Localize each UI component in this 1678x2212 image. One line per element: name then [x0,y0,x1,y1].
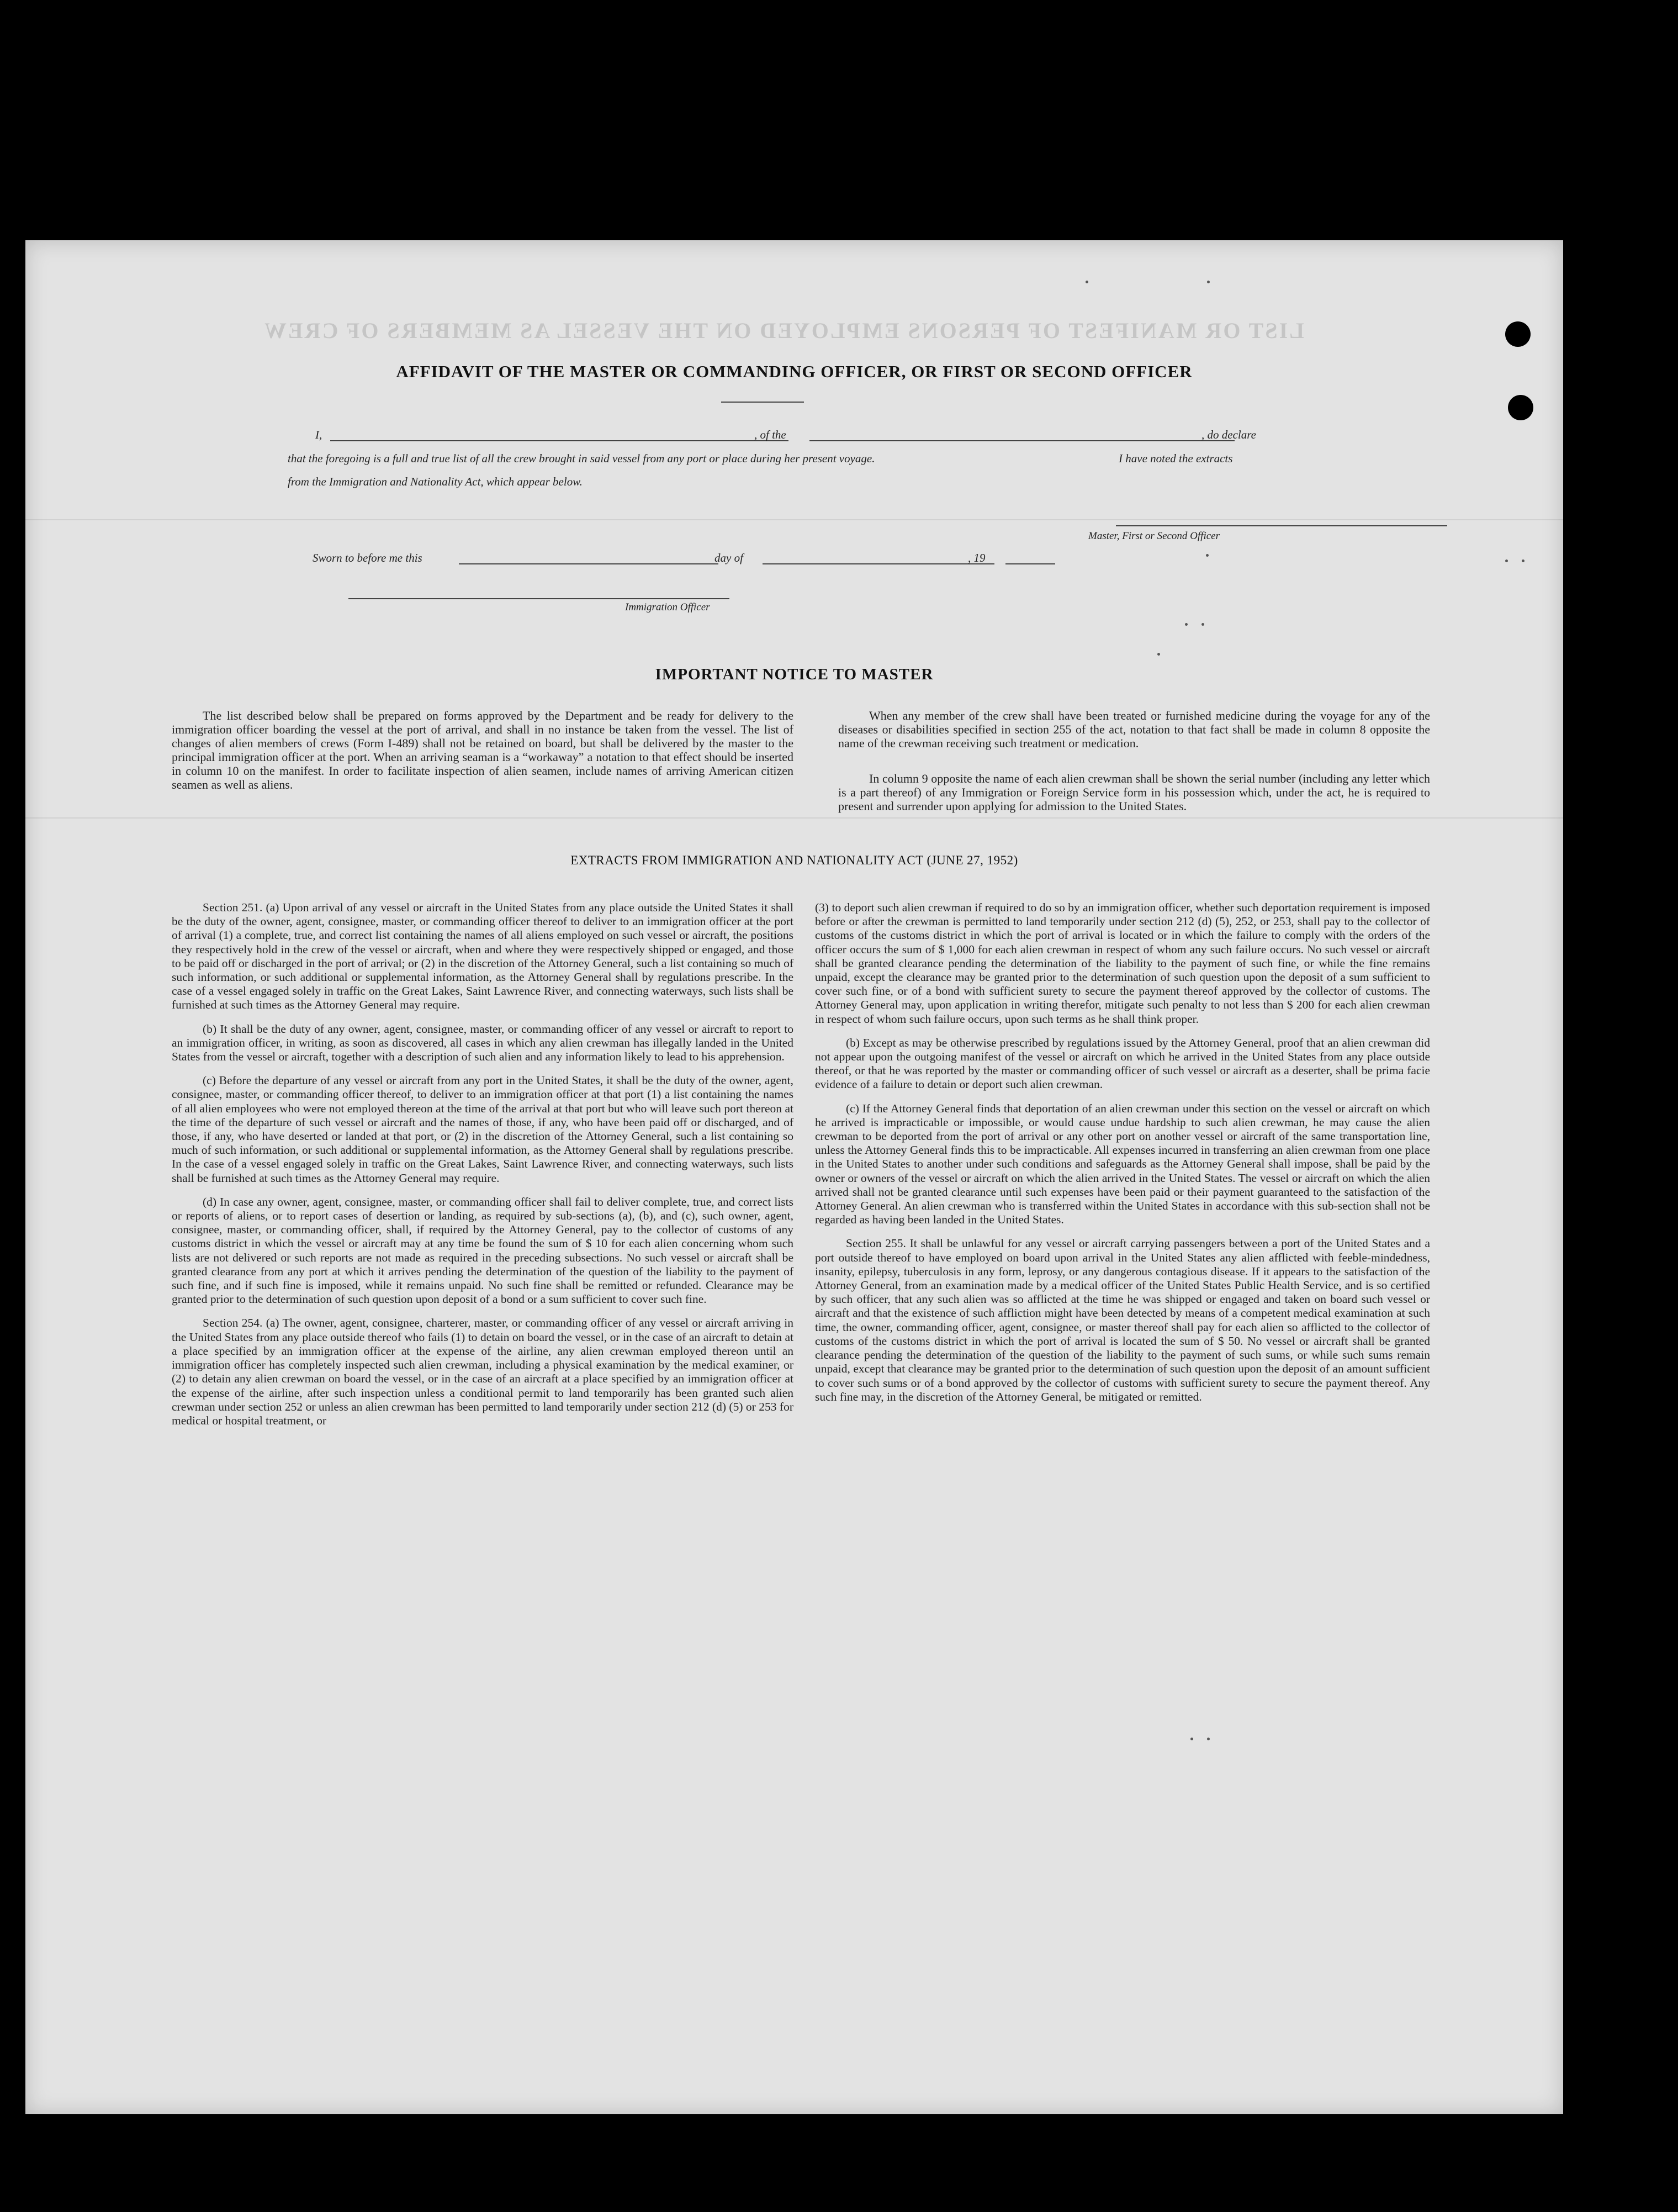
immigration-officer-caption: Immigration Officer [625,601,710,613]
affidavit-title: AFFIDAVIT OF THE MASTER OR COMMANDING OFFICER, OR FIRST OR SECOND OFFICER [396,362,1193,381]
notice-right-paragraph-1: When any member of the crew shall have been treated or furnished medicine during the voyage for any of the diseases or disabilities specified in section 255 of the act, notation to that fact shall be made in column 8 opposite the name of the crewman receiving such treatment or medication. [838,709,1430,750]
affidavit-line-3: from the Immigration and Nationality Act, which appear below. [288,475,583,488]
sworn-label: Sworn to before me this [313,551,422,564]
scan-speck [1190,1738,1193,1740]
of-the-label: , of the [754,428,786,441]
section-254-b: (b) Except as may be otherwise prescribed by regulations issued by the Attorney General, proof that an alien crewman did not appear upon the outgoing manifest of the vessel or aircraft on which he arrived in the United States from any place outside thereof, or that he was reported by the master or commanding officer of such vessel or aircraft as a deserter, shall be prima facie evidence of a failure to detain or deport such alien crewman. [815,1036,1430,1091]
declarant-label: I, [315,428,322,441]
notice-title: IMPORTANT NOTICE TO MASTER [655,666,934,683]
scan-speck [1207,1738,1210,1740]
vessel-name-field[interactable] [809,440,1235,441]
bleed-through-text: LIST OR MANIFEST OF PERSONS EMPLOYED ON THE VESSEL AS MEMBERS OF CREW [263,318,1304,343]
master-signature-line[interactable] [1116,525,1447,526]
punch-hole [1505,321,1531,347]
extracts-left-column [172,901,793,1438]
scan-speck [1185,623,1188,626]
scan-speck [1505,559,1508,562]
immigration-officer-signature-line[interactable] [348,598,729,599]
scan-speck [1522,559,1525,562]
sworn-date-field[interactable] [459,563,718,564]
notice-right-paragraph-2: In column 9 opposite the name of each alien crewman shall be shown the serial number (including any letter which is a part thereof) of any Immigration or Foreign Service form in his possession which, under the act, he is required to present and surrender upon applying for admission to the United States. [838,772,1430,813]
section-251-c: (c) Before the departure of any vessel or aircraft from any port in the United States, it shall be the duty of the owner, agent, consignee, master, or commanding officer thereof, to deliver to an immigration officer at that port (1) a list containing the names of all alien employees who were not employed thereon at the time of the arrival at that port but who will leave such port thereon at the time of the departure of such vessel or aircraft and the names of those, if any, who have been paid off or discharged, and of those, if any, who have deserted or landed at that port, or (2) in the discretion of the Attorney General, such a list containing so much of such information, or such additional or supplemental information, as the Attorney General shall by regulations prescribe. In the case of a vessel engaged solely in traffic on the Great Lakes, Saint Lawrence River, and connecting waterways, such lists shall be furnished at such times as the Attorney General may require. [172,1074,793,1185]
bleed-through-line [25,519,1563,520]
section-251-d: (d) In case any owner, agent, consignee, master, or commanding officer shall fail to deliver complete, true, and correct lists or reports of aliens, or to report cases of desertion or landing, as required by sub-sections (a), (b), and (c), such owner, agent, consignee, master, or commanding officer, shall, if required by the Attorney General, pay to the collector of customs of any customs district in which the vessel or aircraft may at any time be found the sum of $ 10 for each alien concerning whom such lists are not delivered or such reports are not made as required in the preceding subsections. No such vessel or aircraft shall be granted clearance from any port at which it arrives pending the determination of the question of the liability to the payment of such fine, and if such fine is imposed, while it remains unpaid. No such fine shall be remitted or refunded. Clearance may be granted prior to the determination of such question upon deposit of a bond or a sum sufficient to cover such fine. [172,1195,793,1306]
master-signature-caption: Master, First or Second Officer [1088,530,1220,542]
affidavit-line-2: that the foregoing is a full and true list of all the crew brought in said vessel from any port or place during her present voyage. [288,452,875,465]
section-251-b: (b) It shall be the duty of any owner, agent, consignee, master, or commanding officer of any vessel or aircraft to report to an immigration officer, in writing, as soon as discovered, all cases in which any alien crewman has illegally landed in the United States from the vessel or aircraft, together with a description of such alien and any information likely to lead to his apprehension. [172,1022,793,1064]
extracts-right-column [815,901,1430,1414]
title-underline [721,402,804,403]
punch-hole [1508,395,1533,420]
declarant-name-field[interactable] [330,440,788,441]
extracts-title: EXTRACTS FROM IMMIGRATION AND NATIONALITY ACT (JUNE 27, 1952) [570,853,1018,867]
scan-speck [1206,554,1209,557]
day-of-label: day of [714,551,743,564]
section-255: Section 255. It shall be unlawful for any vessel or aircraft carrying passengers between a port of the United States and a port outside thereof to have employed on board upon arrival in the United States any alien afflicted with feeble-mindedness, insanity, epilepsy, tuberculosis in any form, leprosy, or any dangerous contagious disease. If it appears to the satisfaction of the Attorney General, from an examination made by a medical officer of the United States Public Health Service, and is so certified by such officer, that any such alien was so afflicted at the time he was shipped or engaged and taken on board such vessel or aircraft and that the existence of such affliction might have been detected by means of a competent medical examination at such time, the owner, commanding officer, agent, consignee, or master thereof shall pay for each alien so afflicted to the collector of customs of the customs district in which the port of arrival is located the sum of $ 50. No vessel or aircraft shall be granted clearance pending the determination of the question of the liability to the payment of such sums, or while such sums remain unpaid, except that clearance may be granted prior to the determination of such question upon the deposit of an amount sufficient to cover such sums or of a bond approved by the collector of customs with sufficient surety to secure the payment thereof. Any such fine may, in the discretion of the Attorney General, be mitigated or remitted. [815,1237,1430,1403]
sworn-year-field[interactable] [1005,563,1055,564]
section-254-c: (c) If the Attorney General finds that deportation of an alien crewman under this section on the vessel or aircraft on which he arrived is impracticable or impossible, or would cause undue hardship to such alien crewman, he may cause the alien crewman to be deported from the port of arrival or any other port on another vessel or aircraft of the same transportation line, unless the Attorney General finds this to be impracticable. All expenses incurred in transferring an alien crewman from one place in the United States to another under such conditions and safeguards as the Attorney General shall impose, shall be paid by the owner or owners of the vessel or aircraft on which the alien arrived in the United States. The vessel or aircraft on which the alien arrived shall not be granted clearance until such expenses have been paid or their payment guaranteed to the satisfaction of the Attorney General. An alien crewman who is transferred within the United States in accordance with this sub-section shall not be regarded as having been landed in the United States. [815,1101,1430,1227]
scan-speck [1201,623,1204,626]
section-254-a: Section 254. (a) The owner, agent, consignee, charterer, master, or commanding officer of any vessel or aircraft arriving in the United States from any place outside thereof who fails (1) to detain on board the vessel, or in the case of an aircraft to detain at a place specified by an immigration officer at the expense of the airline, any alien crewman employed thereon until an immigration officer has completely inspected such alien crewman, including a physical examination by the medical examiner, or (2) to detain any alien crewman on board the vessel, or in the case of an aircraft at a place specified by an immigration officer at the expense of the airline, after such inspection unless a conditional permit to land temporarily has been granted such alien crewman under section 252 or unless an alien crewman has been permitted to land temporarily under section 212 (d) (5) or 253 for medical or hospital treatment, or [172,1316,793,1427]
section-254-a-continued: (3) to deport such alien crewman if required to do so by an immigration officer, whether such deportation requirement is imposed before or after the crewman is permitted to land temporarily under section 212 (d) (5), 252, or 253, shall pay to the collector of customs of the customs district in which the port of arrival is located or in which the failure to comply with the orders of the officer occurs the sum of $ 1,000 for each alien crewman in respect of whom any such failure occurs. No such vessel or aircraft shall be granted clearance pending the determination of the liability to the payment of such fine, or while the fine remains unpaid, except the clearance may be granted prior to the determination of such question upon the deposit of a sum sufficient to cover such fine, or of a bond with sufficient surety to secure the payment thereof approved by the collector of customs. The Attorney General may, upon application in writing therefor, mitigate such penalty to not less than $ 200 for each alien crewman in respect of whom such failure occurs, upon such terms as he shall think proper. [815,901,1430,1026]
section-251-a: Section 251. (a) Upon arrival of any vessel or aircraft in the United States from any place outside the United States it shall be the duty of the owner, agent, consignee, master, or commanding officer thereof to deliver to an immigration officer at the port of arrival (1) a complete, true, and correct list containing the names of all aliens employed on such vessel or aircraft, the positions they respectively hold in the crew of the vessel or aircraft, when and where they were respectively shipped or engaged, and those to be paid off or discharged in the port of arrival; or (2) in the discretion of the Attorney General, such a list containing so much of such information, or such additional or supplemental information, as the Attorney General shall by regulations prescribe. In the case of a vessel engaged solely in traffic on the Great Lakes, Saint Lawrence River, and connecting waterways, such lists shall be furnished at such times as the Attorney General may require. [172,901,793,1012]
document-page [25,240,1563,2114]
sworn-month-field[interactable] [763,563,994,564]
declare-label: , do declare [1201,428,1256,441]
scan-speck [1157,653,1160,656]
year-label: , 19 [968,551,986,564]
scan-speck [1207,281,1210,283]
notice-left-paragraph: The list described below shall be prepared on forms approved by the Department and be ready for delivery to the immigration officer boarding the vessel at the port of arrival, and shall in no instance be taken from the vessel. The list of changes of alien members of crews (Form I-489) shall not be retained on board, but shall be delivered by the master to the principal immigration officer at the port. When an arriving seaman is a “workaway” a notation to that effect should be inserted in column 10 on the manifest. In order to facilitate inspection of alien seamen, include names of arriving American citizen seamen as well as aliens. [172,709,793,791]
scan-speck [1086,281,1088,283]
bleed-through-line [25,817,1563,819]
affidavit-line-2-right: I have noted the extracts [1119,452,1233,465]
